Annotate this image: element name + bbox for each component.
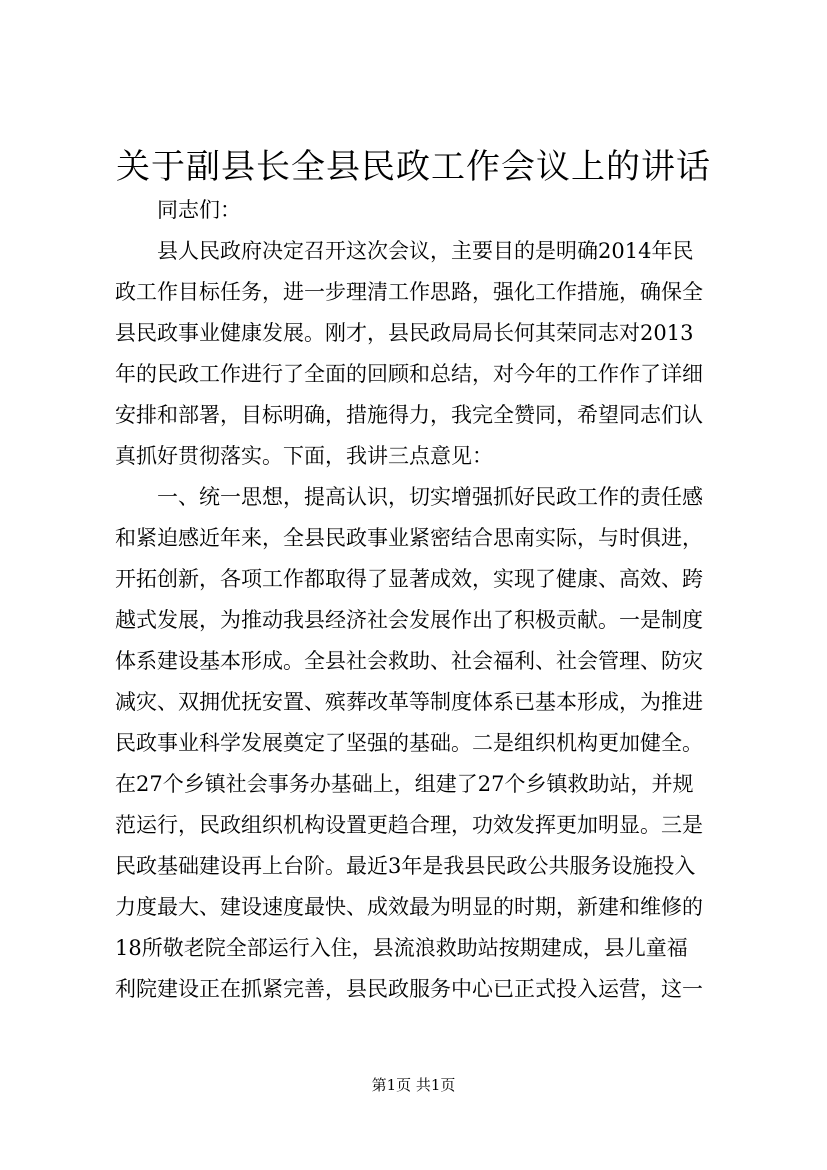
- body-line: 和紧迫感近年来，全县民政事业紧密结合思南实际，与时俱进，: [115, 526, 703, 550]
- body-line: 民政事业科学发展奠定了坚强的基础。二是组织机构更加健全。: [115, 731, 703, 755]
- page-footer: 第1页 共1页: [371, 1076, 456, 1094]
- body-line: 力度最大、建设速度最快、成效最为明显的时期，新建和维修的: [115, 895, 703, 919]
- body-line: 体系建设基本形成。全县社会救助、社会福利、社会管理、防灾: [115, 649, 703, 673]
- body-line: 一、统一思想，提高认识，切实增强抓好民政工作的责任感: [157, 485, 703, 509]
- salutation-line: 同志们：: [157, 198, 241, 222]
- body-line: 县民政事业健康发展。刚才，县民政局局长何其荣同志对2013: [115, 321, 694, 345]
- body-line: 民政基础建设再上台阶。最近3年是我县民政公共服务设施投入: [115, 854, 696, 878]
- body-line: 县人民政府决定召开这次会议，主要目的是明确2014年民: [157, 239, 694, 263]
- body-line: 越式发展，为推动我县经济社会发展作出了积极贡献。一是制度: [115, 608, 703, 632]
- body-line: 减灾、双拥优抚安置、殡葬改革等制度体系已基本形成，为推进: [115, 690, 703, 714]
- body-line: 18所敬老院全部运行入住，县流浪救助站按期建成，县儿童福: [115, 936, 688, 960]
- document-title: 关于副县长全县民政工作会议上的讲话: [116, 147, 711, 187]
- body-line: 开拓创新，各项工作都取得了显著成效，实现了健康、高效、跨: [115, 567, 703, 591]
- body-line: 安排和部署，目标明确，措施得力，我完全赞同，希望同志们认: [115, 403, 703, 427]
- body-line: 年的民政工作进行了全面的回顾和总结，对今年的工作作了详细: [115, 362, 703, 386]
- body-line: 范运行，民政组织机构设置更趋合理，功效发挥更加明显。三是: [115, 813, 703, 837]
- body-line: 政工作目标任务，进一步理清工作思路，强化工作措施，确保全: [115, 280, 703, 304]
- body-line: 在27个乡镇社会事务办基础上，组建了27个乡镇救助站，并规: [115, 772, 694, 796]
- body-line: 真抓好贯彻落实。下面，我讲三点意见：: [115, 444, 493, 468]
- body-line: 利院建设正在抓紧完善，县民政服务中心已正式投入运营，这一: [115, 977, 703, 1001]
